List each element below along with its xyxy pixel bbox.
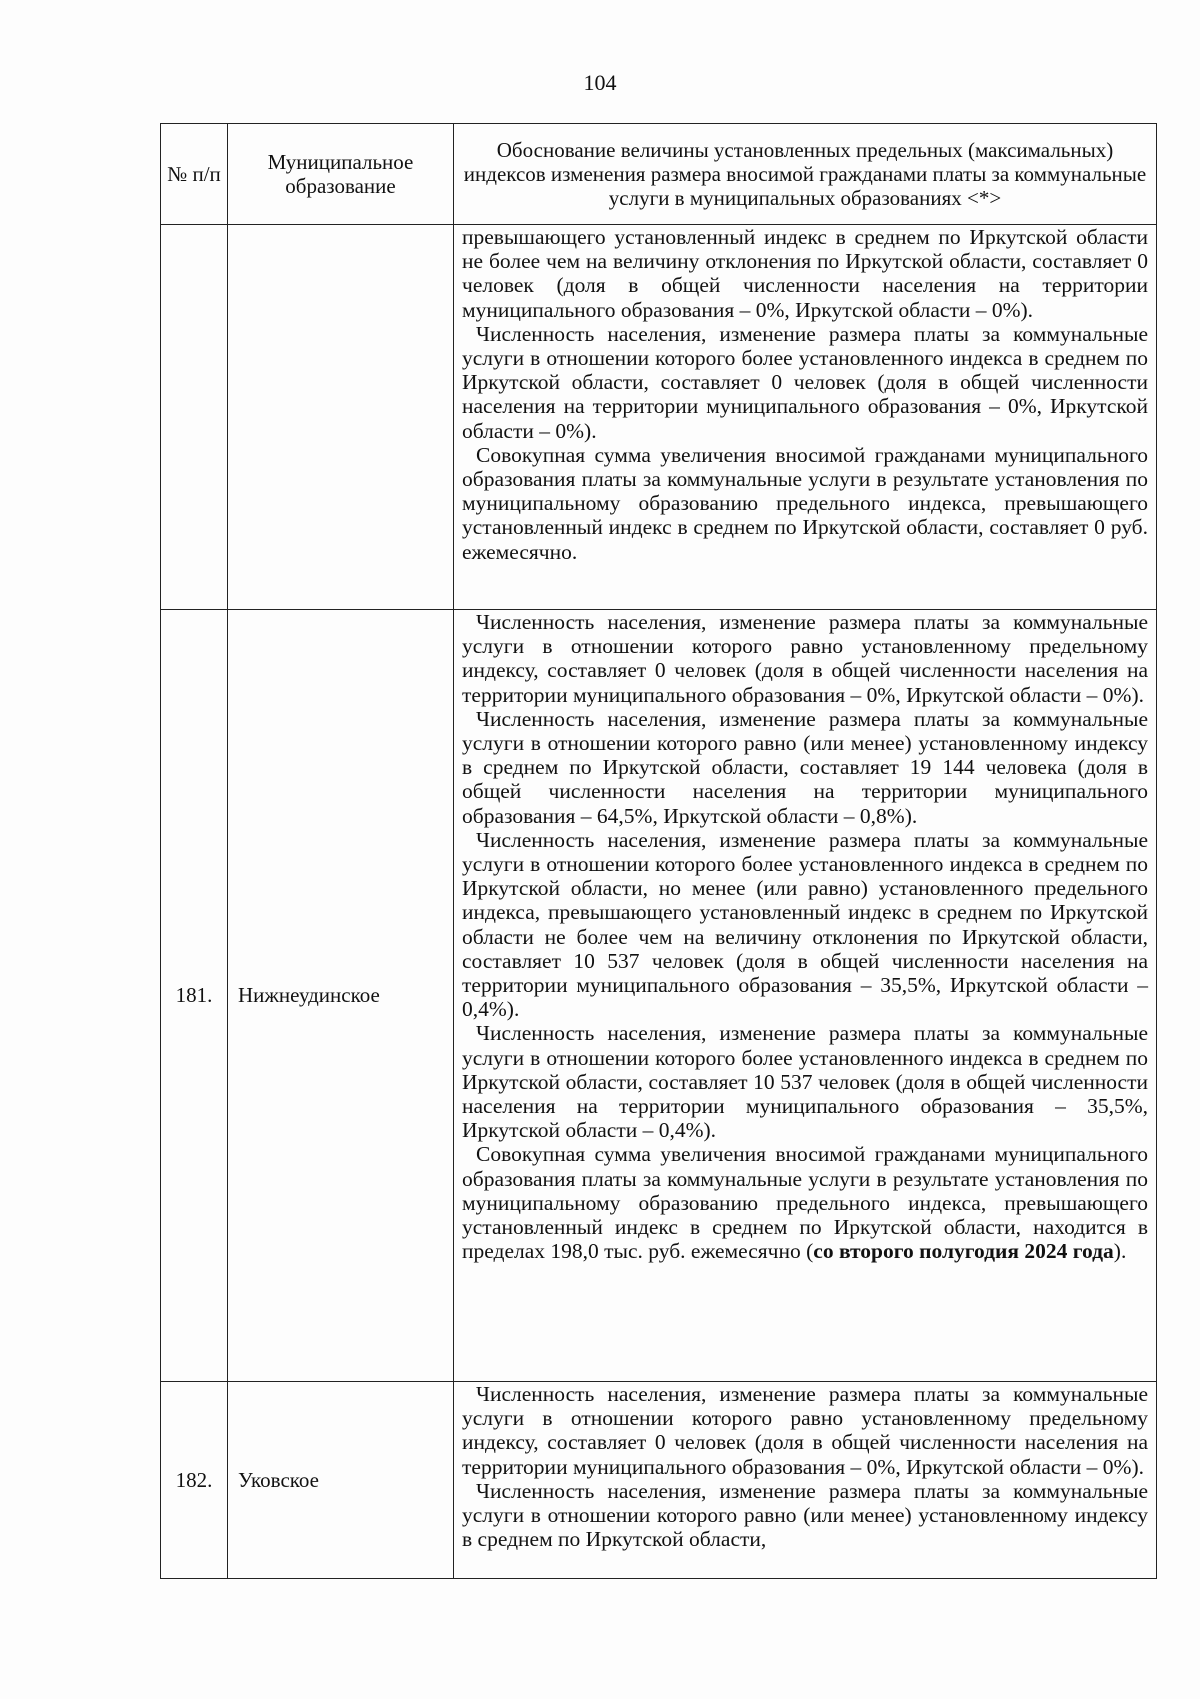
header-municipality: Муниципальное образование: [228, 124, 454, 225]
row-number: 182.: [161, 1382, 228, 1579]
paragraph: Совокупная сумма увеличения вносимой гражданами муниципального образования платы за коммунальные услуги в результате установления по муниципальному образованию предельного индекса, превышающего установленный индекс в среднем по Иркутской области, составляет 0 руб. ежемесячно.: [462, 442, 1148, 564]
paragraph: превышающего установленный индекс в среднем по Иркутской области не более чем на величину отклонения по Иркутской области, составляет 0 человек (доля в общей численности населения на территории муниципального образования – 0%, Иркутской области – 0%).: [462, 225, 1148, 322]
row-municipality: Уковское: [228, 1382, 454, 1579]
row-justification: [454, 225, 1157, 610]
row-justification: [454, 610, 1157, 1382]
paragraph: [462, 1142, 1148, 1263]
row-justification: [454, 1382, 1157, 1579]
paragraph-text: Совокупная сумма увеличения вносимой гражданами муниципального образования платы за коммунальные услуги в результате установления по муниципальному образованию предельного индекса, превышающего установленный индекс в среднем по Иркутской области, находится в пределах 198,0 тыс. руб. ежемесячно (: [462, 1142, 1148, 1264]
header-number: № п/п: [161, 124, 228, 225]
table-row: [161, 610, 1157, 1382]
page-number: 104: [583, 70, 617, 95]
row-number: [161, 225, 228, 610]
paragraph: Численность населения, изменение размера платы за коммунальные услуги в отношении которого равно (или менее) установленному индексу в среднем по Иркутской области, составляет 19 144 человека (доля в общей численности населения на территории муниципального образования – 64,5%, Иркутской области – 0,8%).: [462, 706, 1148, 828]
paragraph: Численность населения, изменение размера платы за коммунальные услуги в отношении которого равно установленному предельному индексу, составляет 0 человек (доля в общей численности населения на территории муниципального образования – 0%, Иркутской области – 0%).: [462, 610, 1148, 707]
row-municipality: Нижнеудинское: [228, 610, 454, 1382]
table-row: [161, 225, 1157, 610]
table-row: [161, 1382, 1157, 1579]
header-justification: Обоснование величины установленных предельных (максимальных) индексов изменения размера вносимой гражданами платы за коммунальные услуги в муниципальных образованиях <*>: [454, 124, 1157, 225]
justification-table: [160, 123, 1157, 1579]
row-municipality: [228, 225, 454, 610]
paragraph-bold-text: со второго полугодия 2024 года: [813, 1239, 1114, 1264]
paragraph-text-end: ).: [1113, 1239, 1127, 1264]
paragraph: Численность населения, изменение размера платы за коммунальные услуги в отношении которого более установленного индекса в среднем по Иркутской области, составляет 10 537 человек (доля в общей численности населения на территории муниципального образования – 35,5%, Иркутской области – 0,4%).: [462, 1021, 1148, 1143]
paragraph: Численность населения, изменение размера платы за коммунальные услуги в отношении которого более установленного индекса в среднем по Иркутской области, составляет 0 человек (доля в общей численности населения на территории муниципального образования – 0%, Иркутской области – 0%).: [462, 321, 1148, 443]
paragraph: Численность населения, изменение размера платы за коммунальные услуги в отношении которого равно установленному предельному индексу, составляет 0 человек (доля в общей численности населения на территории муниципального образования – 0%, Иркутской области – 0%).: [462, 1382, 1148, 1479]
paragraph: Численность населения, изменение размера платы за коммунальные услуги в отношении которого более установленного индекса в среднем по Иркутской области, но менее (или равно) установленного предельного индекса, превышающего установленный индекс в среднем по Иркутской области не более чем на величину отклонения по Иркутской области, составляет 10 537 человек (доля в общей численности населения на территории муниципального образования – 35,5%, Иркутской области – 0,4%).: [462, 827, 1148, 1022]
table-header-row: [161, 124, 1157, 225]
paragraph: Численность населения, изменение размера платы за коммунальные услуги в отношении которого равно (или менее) установленному индексу в среднем по Иркутской области,: [462, 1478, 1148, 1552]
row-number: 181.: [161, 610, 228, 1382]
